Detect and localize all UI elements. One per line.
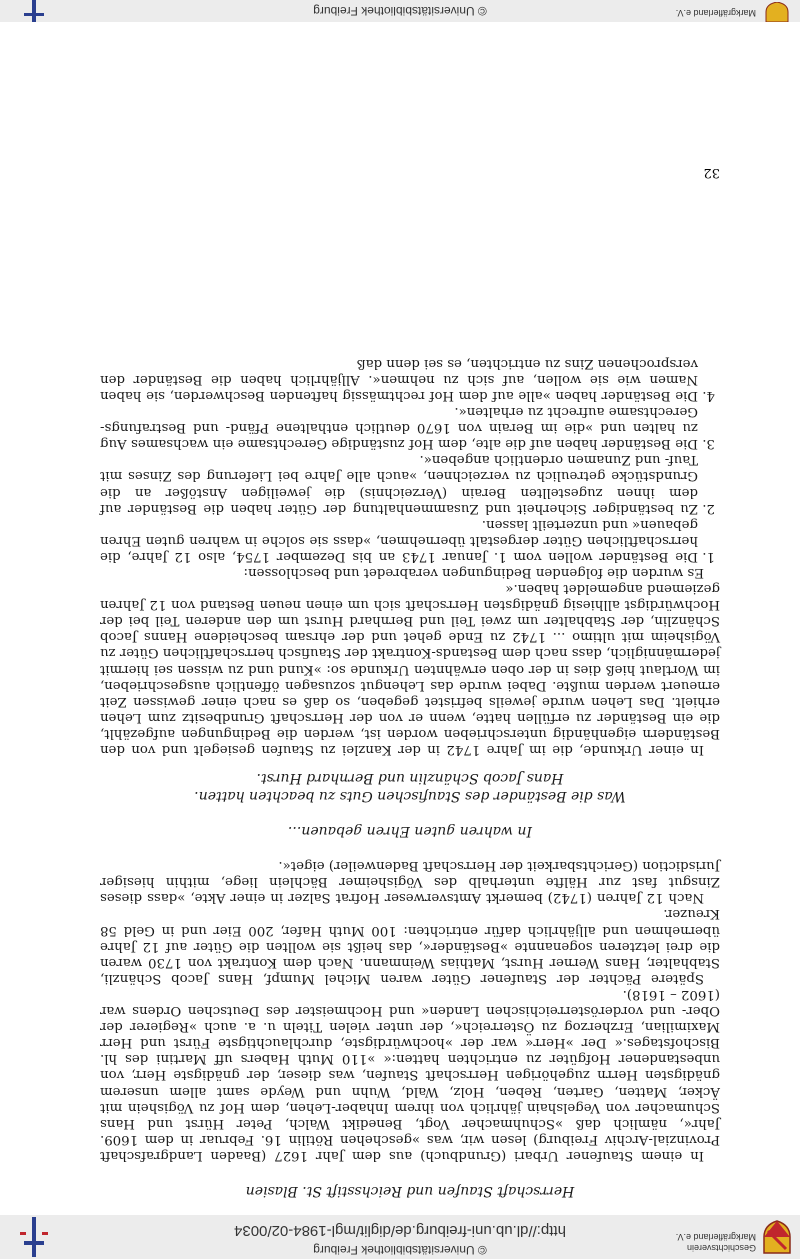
header-bar — [0, 1215, 800, 1259]
conditions-list — [100, 355, 720, 564]
title-line-2: Hans Jacob Schänzlin und Bernhard Hurst. — [256, 770, 564, 787]
paragraph-urkunde: In einer Urkunde, die im Jahre 1742 in der Kanzlei zu Staufen gesiegelt und von den Beständern eigenhändig unterschrieben worden ist, werden die Bedingungen aufgezählt, die ein Beständer zu erfüllen hatte, wenn er von der Herrschaft Grundbesitz zum Lehen erhielt. Das Lehen wurde jeweils befristet gegeben, so daß es nach einer gewissen Zeit erneuert werden mußte. Dabei wurde das Lehengut sozusagen öffentlich ausgeschrieben, im Wortlaut hieß dies in der oben erwähnten Urkunde so: »Kund und zu wissen sei hiermit jedermänniglich, dass nach dem Bestands-Kontrakt der Staufisch herrschaftlichen Güter zu Vögisheim mit ultimo ... 1742 zu Ende gehet und der ehrsam bescheidene Hanns Jacob Schänzlin, der Stabhalter um zwei Teil und Bernhard Hurst um den anderen Teil bei der Hochwürdigst allhiesig gnädigsten Herrschaft sich um einen neuen Bestand von 12 Jahren geziemend angemeldet haben.« — [100, 581, 720, 758]
header-copyright: © Universitätsbibliothek Freiburg — [313, 1243, 487, 1257]
footer-association: Markgräflerland e.V. — [675, 8, 756, 18]
title-line-1: Was die Beständer des Staufischen Guts zu beachten hatten. — [194, 788, 626, 805]
university-library-logo-icon — [16, 0, 52, 22]
paragraph-urbari: In einem Staufener Urbari (Grundbuch) aus dem Jahr 1627 (Baaden Landgrafschaft Provinzial-Archiv Freiburg) lesen wir, was »geschehen Rötilin 16. Februar in dem 1609. Jahr«, nämlich daß »Schuhmacher Vogt, Benedikt Walch, Peter Hürst und Hans Schumacher von Vegelshain jährlich von ihrem Inhaber-Lehen, dem Hof zu Vögishein mit Äcker, Matten, Garten, Reben, Holz, Wald, Wuhn und Weyde samt allem unserem gnädigsten Herrn zugehörigen Herrschaft Staufen, was dieser, der gnädigste Herr, von unbestandener Hofgüter zu entrichten hatten:« »110 Muth Habers uff Martini des hl. Bischofstages.« Der »Herr« war der »hochwürdigste, durchlauchtigste Fürst und Herr Maximilian, Erzherzog zu Österreich«, der unter vielen Titeln u. a. auch »Regierer der Ober- und vorderösterreichischen Landen« und Hochmeister des Deutschen Ordens war (1602 – 1618). — [100, 986, 720, 1163]
list-item: 4. Die Beständer haben »alle auf dem Hof rechtmässig haftenden Beschwerden, sie haben Namen wie sie wollen, auf sich zu nehmen«. Alljährlich haben die Beständer den versprochenen Zins zu entrichten, es sei denn daß — [100, 355, 698, 403]
paragraph-salzer: Nach 12 Jahren (1742) bemerkt Amtsverweser Hofrat Salzer in einer Akte, »dass dieses Zinsgut fast zur Hälfte unterhalb des Vögisheimer Bächlein liege, mithin hiesiger Jurisdiction (Gerichtsbarkeit der Herrschaft Badenweiler) eiget«. — [100, 858, 720, 906]
university-library-logo-icon — [16, 1217, 52, 1257]
subheading: In wahren guten Ehren gebauen... — [287, 823, 533, 840]
paragraph-bedingungen-intro: Es wurden die folgenden Bedingungen verabredet und beschlossen: — [243, 565, 704, 580]
title-block — [100, 769, 720, 805]
paragraph-paechter: Spätere Pächter der Staufener Güter waren Michel Mumpf, Hans Jacob Schänzli, Stabhalter, Hans Werner Hurst, Mathias Weinmann. Nach dem Kontrakt von 1730 waren die drei letzteren sogenannte »Beständer«, das heißt sie wollten die Güter auf 12 Jahre übernehmen und alljährlich dafür entrichten: 100 Muth Hafer, 200 Eier und in Geld 58 Kreuzer. — [100, 906, 720, 986]
document-body — [100, 355, 720, 1199]
footer-copyright: © Universitätsbibliothek Freiburg — [313, 4, 487, 18]
page-number: 32 — [703, 165, 720, 180]
association-line-1: Geschichtsverein — [686, 1243, 756, 1253]
list-item: 3. Die Beständer haben auf die alte, dem Hof zuständige Gerechtsame ein wachsames Aug zu halten und »die im Berain von 1670 deutlich enthaltene Pfänd- und Bestrafungs-Gerechtsame aufrecht zu erhalten«. — [100, 403, 698, 451]
footer-bar — [0, 0, 800, 22]
list-item: 2. Zu beständiger Sicherheit und Zusammenhaltung der Güter haben die Beständer auf dem ihnen zugestellten Berain (Verzeichnis) die jeweiligen Anstößer an die Grundstücke getreulich zu verzeichnen, »auch alle Jahre bei Lieferung des Zinses mit Tauf- und Zunamen ordentlich angeben«. — [100, 451, 698, 515]
list-item: 1. Die Beständer wollen vom 1. Januar 1743 an bis Dezember 1754, also 12 Jahre, die herrschaftlichen Güter dergestalt übernehmen, »dass sie solche in wahren guten Ehren gebauen« und unzerteilt lassen. — [100, 516, 698, 564]
association-line-2: Markgräflerland e.V. — [675, 1232, 756, 1242]
source-url[interactable]: http://dl.ub.uni-freiburg.de/diglit/mgl-1984-02/0034 — [234, 1222, 566, 1239]
section-heading: Herrschaft Staufen und Reichsstift St. Blasien — [245, 1183, 575, 1199]
